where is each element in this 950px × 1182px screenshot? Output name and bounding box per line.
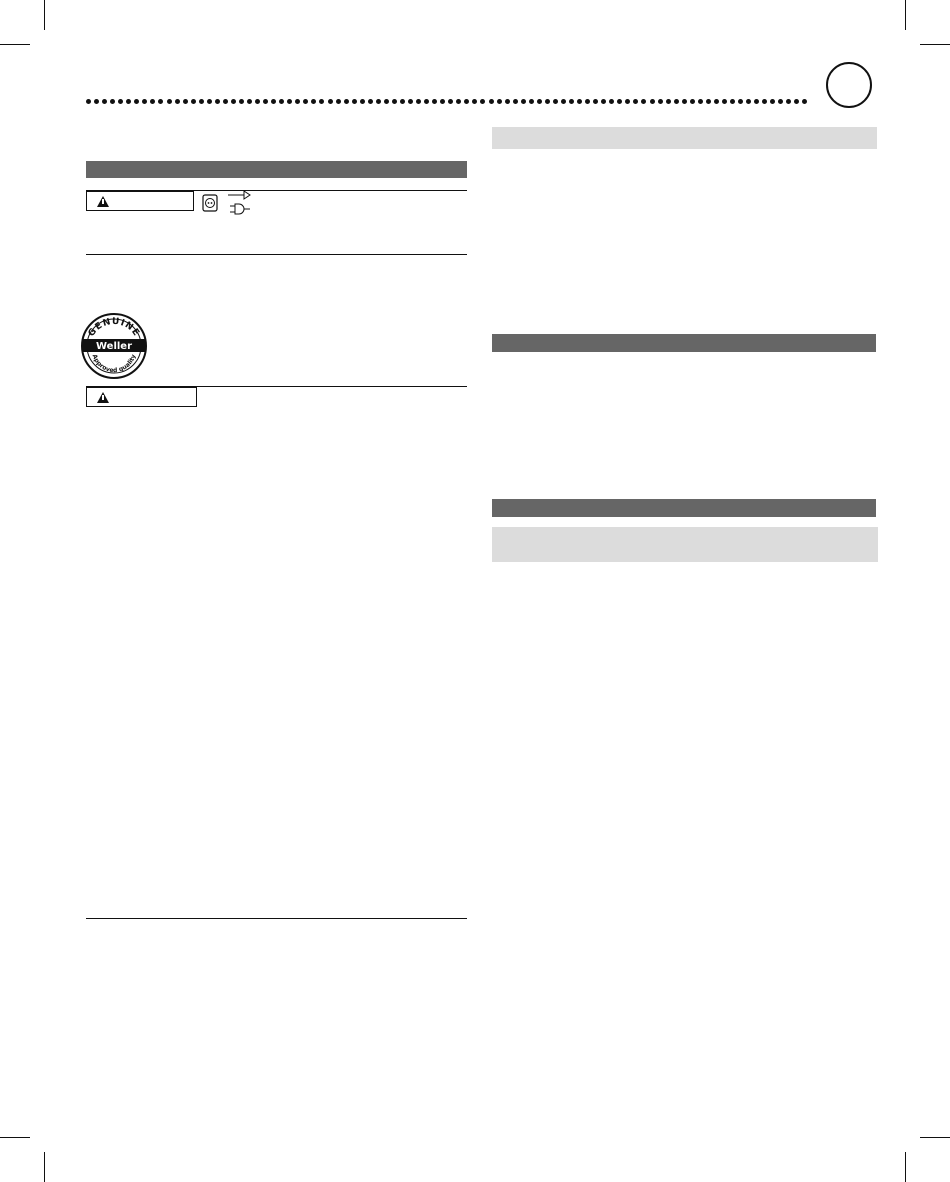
rule-dot (738, 99, 743, 104)
rule-dot (706, 99, 711, 104)
table-cell (676, 649, 777, 669)
rule-dot (352, 99, 357, 104)
rule-dot (770, 99, 775, 104)
table-cell (777, 597, 878, 629)
crop-mark-bottom-left-h (0, 1137, 30, 1138)
table-row (492, 709, 878, 756)
table-cell (492, 709, 635, 756)
rule-dot (207, 99, 212, 104)
rule-dot (666, 99, 671, 104)
warning-icon (97, 196, 109, 207)
rule-dot (609, 99, 614, 104)
table-cell (492, 649, 635, 669)
rule-dot (311, 99, 316, 104)
crop-mark-bottom-right-h (920, 1137, 950, 1138)
table-header-row (492, 127, 877, 149)
rule-dot (279, 99, 284, 104)
table-cell (492, 689, 635, 709)
table-cell (746, 237, 877, 312)
table-cell (676, 796, 777, 816)
rule-dot (191, 99, 196, 104)
warning-label-2 (86, 387, 197, 407)
rule-dot (456, 99, 461, 104)
table-row (492, 149, 877, 188)
plug-arrow-icon (226, 190, 256, 216)
svg-text:Weller: Weller (95, 341, 133, 352)
rule-dot (199, 99, 204, 104)
rule-dot (480, 99, 485, 104)
rule-dot (94, 99, 99, 104)
rule-dot (545, 99, 550, 104)
crop-mark-top-right-h (920, 44, 950, 45)
rule-dot (432, 99, 437, 104)
table-cell (635, 796, 676, 816)
rule-dot (271, 99, 276, 104)
rule-dot (497, 99, 502, 104)
power-socket-icon (202, 194, 218, 212)
table-cell (777, 796, 878, 816)
rule-dot (617, 99, 622, 104)
table-cell (746, 149, 877, 188)
rule-dot (263, 99, 268, 104)
rule-dot (448, 99, 453, 104)
table-cell (777, 562, 878, 597)
table-row (492, 562, 878, 597)
rule-dot (150, 99, 155, 104)
rule-dot (794, 99, 799, 104)
rule-dot (158, 99, 163, 104)
rule-dot (674, 99, 679, 104)
table-cell (777, 629, 878, 649)
technical-data-table (492, 527, 878, 867)
table-row (492, 597, 878, 629)
table-header-cell (613, 127, 746, 149)
rule-dot (529, 99, 534, 104)
rule-dot (368, 99, 373, 104)
rule-dot (577, 99, 582, 104)
table-cell (676, 562, 777, 597)
language-badge (826, 62, 872, 108)
table-cell (777, 689, 878, 709)
rule-dot (714, 99, 719, 104)
rule-dot (392, 99, 397, 104)
table-cell (613, 237, 746, 312)
crop-mark-top-left-h (0, 44, 30, 45)
table-cell (635, 562, 676, 597)
table-cell (676, 669, 777, 689)
rule-dot (537, 99, 542, 104)
rule-dot (505, 99, 510, 104)
table-row (492, 629, 878, 649)
crop-mark-bottom-right-v (905, 1152, 906, 1182)
table-cell (492, 237, 613, 312)
table-cell (676, 709, 777, 756)
rule-dot (754, 99, 759, 104)
rule-dot (223, 99, 228, 104)
rule-dot (489, 99, 494, 104)
spec-table (492, 127, 877, 312)
table-header-cell (777, 527, 878, 562)
table-cell (492, 776, 635, 796)
rule-dot (255, 99, 260, 104)
rule-dot (802, 99, 807, 104)
table-cell (492, 597, 635, 629)
rule-dot (247, 99, 252, 104)
rule-dot (175, 99, 180, 104)
table-cell (492, 796, 635, 816)
crop-mark-top-right-v (905, 0, 906, 30)
svg-text:GENUINE: GENUINE (86, 316, 142, 339)
rule-dot (778, 99, 783, 104)
table-row (492, 776, 878, 796)
table-row (492, 689, 878, 709)
rule-dot (142, 99, 147, 104)
table-cell (635, 689, 676, 709)
table-cell (492, 188, 613, 237)
weller-genuine-logo (80, 312, 148, 380)
table-cell (777, 709, 878, 756)
table-header-row (492, 527, 878, 562)
rule-dot (633, 99, 638, 104)
rule-dot (408, 99, 413, 104)
rule-dot (102, 99, 107, 104)
table-header-cell (492, 127, 613, 149)
crop-mark-bottom-left-v (44, 1152, 45, 1182)
rule-dot (585, 99, 590, 104)
rule-dot (625, 99, 630, 104)
table-cell (635, 776, 676, 796)
header-dotted-rule (86, 98, 810, 106)
rule-dot (126, 99, 131, 104)
rule-dot (400, 99, 405, 104)
rule-dot (231, 99, 236, 104)
table-cell (676, 629, 777, 649)
table-header-cell (746, 127, 877, 149)
table-header-cell (492, 527, 676, 562)
rule-dot (593, 99, 598, 104)
rule-dot (464, 99, 469, 104)
table-row (492, 816, 878, 867)
rule-dot (118, 99, 123, 104)
table-cell (676, 597, 777, 629)
warning-label-1 (86, 191, 194, 211)
section-bar-2 (492, 334, 876, 352)
rule-dot (424, 99, 429, 104)
table-cell (676, 689, 777, 709)
rule-dot (287, 99, 292, 104)
rule-dot (344, 99, 349, 104)
table-cell (777, 776, 878, 796)
svg-text:Approved quality: Approved quality (90, 353, 138, 375)
rule-dot (384, 99, 389, 104)
table-cell (777, 669, 878, 689)
table-cell (777, 649, 878, 669)
rule-dot (303, 99, 308, 104)
rule-dot (658, 99, 663, 104)
rule-dot (328, 99, 333, 104)
rule-dot (295, 99, 300, 104)
rule-dot (561, 99, 566, 104)
rule-dot (215, 99, 220, 104)
rule-dot (472, 99, 477, 104)
table-cell (676, 776, 777, 796)
table-cell (492, 816, 635, 867)
rule-dot (682, 99, 687, 104)
table-row (492, 796, 878, 816)
rule-dot (360, 99, 365, 104)
table-cell (635, 597, 676, 629)
rule-dot (167, 99, 172, 104)
table-cell (676, 756, 777, 776)
rule-dot (134, 99, 139, 104)
rule-dot (762, 99, 767, 104)
rule-dot (730, 99, 735, 104)
table-cell (635, 649, 676, 669)
rule-dot (239, 99, 244, 104)
rule-dot (698, 99, 703, 104)
rule-dot (521, 99, 526, 104)
table-cell (492, 149, 613, 188)
rule-dot (86, 99, 91, 104)
table-cell (777, 756, 878, 776)
section-bar-3 (492, 499, 876, 517)
table-row (492, 188, 877, 237)
rule-dot (722, 99, 727, 104)
table-cell (635, 816, 676, 867)
table-cell (777, 816, 878, 867)
table-cell (492, 669, 635, 689)
table-cell (635, 756, 676, 776)
rule-dot (690, 99, 695, 104)
table-cell (676, 816, 777, 867)
rule-dot (650, 99, 655, 104)
section-bar-1 (86, 161, 467, 178)
table-row (492, 669, 878, 689)
table-cell (635, 709, 676, 756)
table-cell (635, 629, 676, 649)
table-cell (492, 629, 635, 649)
table-cell (492, 562, 635, 597)
rule-dot (641, 99, 646, 104)
rule-dot (336, 99, 341, 104)
table-cell (613, 149, 746, 188)
rule-dot (183, 99, 188, 104)
rule-dot (110, 99, 115, 104)
rule-dot (601, 99, 606, 104)
rule-dot (319, 99, 324, 104)
table-header-cell (676, 527, 777, 562)
table-row (492, 649, 878, 669)
rule-dot (513, 99, 518, 104)
divider (86, 918, 467, 919)
rule-dot (786, 99, 791, 104)
rule-dot (746, 99, 751, 104)
table-cell (746, 188, 877, 237)
table-cell (635, 669, 676, 689)
table-row (492, 756, 878, 776)
rule-dot (440, 99, 445, 104)
rule-dot (569, 99, 574, 104)
rule-dot (416, 99, 421, 104)
rule-dot (376, 99, 381, 104)
table-row (492, 237, 877, 312)
warning-icon (97, 392, 109, 403)
table-cell (492, 756, 635, 776)
table-cell (613, 188, 746, 237)
rule-dot (553, 99, 558, 104)
crop-mark-top-left-v (44, 0, 45, 30)
divider (86, 254, 467, 255)
